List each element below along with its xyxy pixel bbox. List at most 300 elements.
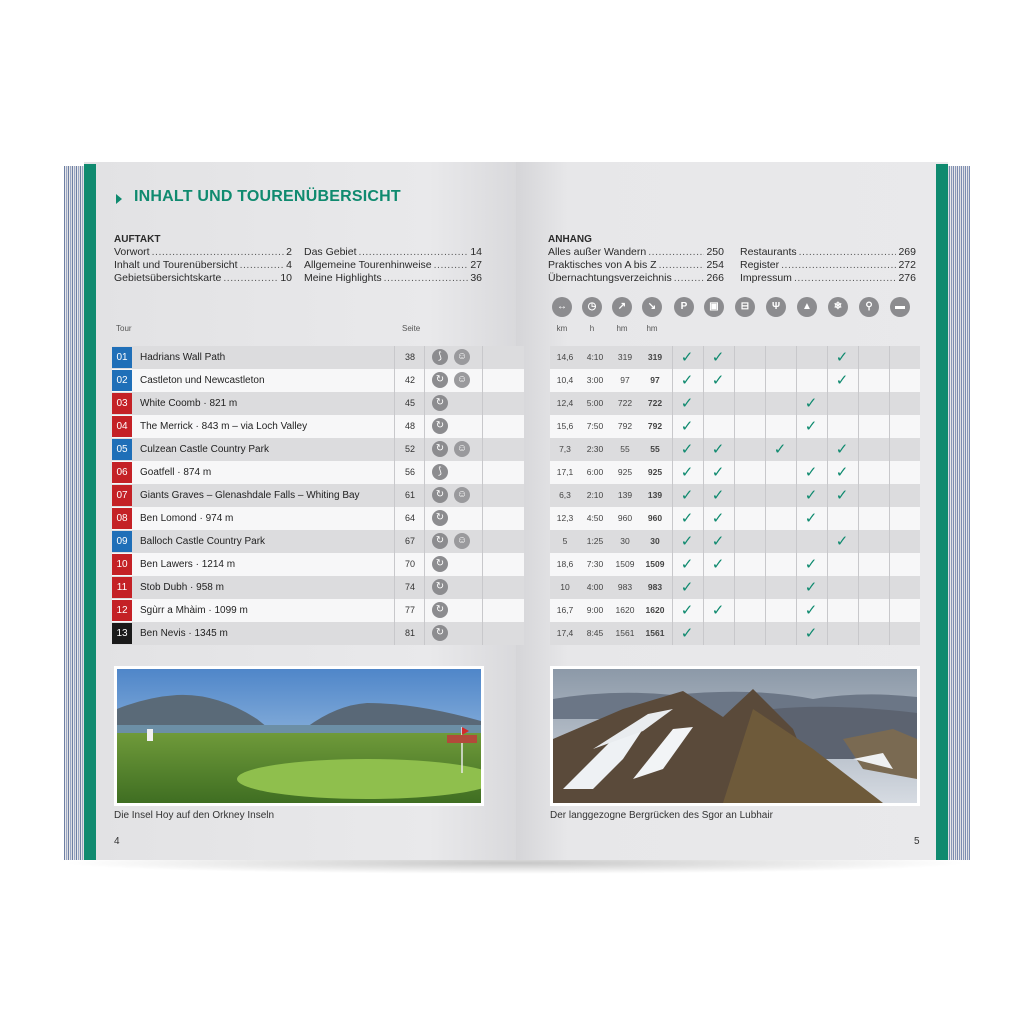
- tour-km: 10,4: [556, 375, 574, 385]
- column-divider: [858, 553, 859, 576]
- tour-up: 97: [620, 375, 630, 385]
- tour-down: 1561: [645, 628, 665, 638]
- column-divider: [734, 622, 735, 645]
- tour-page: 56: [404, 467, 415, 477]
- page-edges-left: [64, 166, 86, 860]
- column-divider: [734, 369, 735, 392]
- column-divider: [703, 622, 704, 645]
- checkmark-icon: ✓: [711, 372, 725, 389]
- route-icon: ⟆: [432, 349, 448, 365]
- route-icon: ⟆: [432, 464, 448, 480]
- tour-stats-row: [550, 346, 920, 369]
- column-divider: [482, 484, 483, 507]
- leader-dots: [781, 259, 896, 272]
- column-divider: [765, 530, 766, 553]
- checkmark-icon: ✓: [711, 510, 725, 527]
- tour-page: 81: [404, 628, 415, 638]
- column-divider: [672, 346, 673, 369]
- tour-down: 722: [647, 398, 663, 408]
- tour-stats-row: [550, 392, 920, 415]
- checkmark-icon: ✓: [804, 602, 818, 619]
- checkmark-icon: ✓: [835, 533, 849, 550]
- section-heading-auftakt: AUFTAKT: [114, 234, 161, 245]
- loop-icon: ↻: [432, 510, 448, 526]
- appendix-entry-label: Impressum: [740, 272, 792, 284]
- tour-down: 97: [650, 375, 660, 385]
- tour-up: 139: [617, 490, 633, 500]
- column-divider: [734, 576, 735, 599]
- tour-page: 70: [404, 559, 415, 569]
- tour-down: 960: [647, 513, 663, 523]
- tour-h: 2:10: [586, 490, 604, 500]
- column-divider: [424, 392, 425, 415]
- tour-h: 1:25: [586, 536, 604, 546]
- column-divider: [703, 461, 704, 484]
- tour-up: 1561: [615, 628, 635, 638]
- tour-name: The Merrick · 843 m – via Loch Valley: [140, 421, 308, 432]
- checkmark-icon: ✓: [804, 395, 818, 412]
- tour-page: 67: [404, 536, 415, 546]
- appendix-entry[interactable]: [548, 246, 724, 259]
- column-divider: [734, 438, 735, 461]
- tour-down: 55: [650, 444, 660, 454]
- loop-icon: ↻: [432, 441, 448, 457]
- checkmark-icon: ✓: [711, 487, 725, 504]
- column-divider: [734, 392, 735, 415]
- photo-sgor-an-lubhair-image: [553, 669, 917, 803]
- column-divider: [703, 599, 704, 622]
- column-divider: [394, 438, 395, 461]
- tour-down: 925: [647, 467, 663, 477]
- tour-km: 12,3: [556, 513, 574, 523]
- column-divider: [672, 484, 673, 507]
- tour-page: 77: [404, 605, 415, 615]
- column-divider: [394, 346, 395, 369]
- loop-icon: ↻: [432, 556, 448, 572]
- column-divider: [858, 461, 859, 484]
- family-icon: ☺: [454, 441, 470, 457]
- tour-page: 61: [404, 490, 415, 500]
- toc-entry[interactable]: [114, 272, 292, 285]
- unit-label: hm: [616, 324, 628, 333]
- bike-icon: ⚲: [859, 297, 879, 317]
- column-divider: [424, 622, 425, 645]
- green-edge-bar-right: [936, 164, 948, 860]
- column-divider: [424, 576, 425, 599]
- column-divider: [394, 553, 395, 576]
- tour-h: 8:45: [586, 628, 604, 638]
- column-divider: [889, 599, 890, 622]
- tour-row[interactable]: [112, 599, 524, 622]
- tour-number-badge: 12: [112, 600, 132, 621]
- tour-up: 1509: [615, 559, 635, 569]
- checkmark-icon: ✓: [835, 441, 849, 458]
- column-divider: [672, 369, 673, 392]
- column-divider: [424, 553, 425, 576]
- column-divider: [734, 530, 735, 553]
- toc-entry[interactable]: [114, 246, 292, 259]
- column-divider: [394, 622, 395, 645]
- column-divider: [858, 530, 859, 553]
- column-divider: [394, 461, 395, 484]
- tour-km: 14,6: [556, 352, 574, 362]
- column-divider: [765, 346, 766, 369]
- checkmark-icon: ✓: [804, 464, 818, 481]
- tour-h: 5:00: [586, 398, 604, 408]
- tour-up: 722: [617, 398, 633, 408]
- column-divider: [827, 530, 828, 553]
- tour-number-badge: 05: [112, 439, 132, 460]
- descent-icon: ↘: [642, 297, 662, 317]
- tour-row[interactable]: [112, 576, 524, 599]
- column-divider: [827, 392, 828, 415]
- column-divider: [858, 369, 859, 392]
- column-divider: [889, 530, 890, 553]
- appendix-entry[interactable]: [740, 246, 916, 259]
- column-divider: [827, 484, 828, 507]
- column-divider: [424, 484, 425, 507]
- toc-column-2: [304, 246, 482, 285]
- loop-icon: ↻: [432, 625, 448, 641]
- photo-caption-left: Die Insel Hoy auf den Orkney Inseln: [114, 810, 275, 821]
- tour-down: 139: [647, 490, 663, 500]
- tour-h: 4:50: [586, 513, 604, 523]
- column-divider: [424, 530, 425, 553]
- column-divider: [796, 507, 797, 530]
- family-icon: ☺: [454, 349, 470, 365]
- tour-number-badge: 08: [112, 508, 132, 529]
- column-divider: [482, 507, 483, 530]
- tour-km: 17,1: [556, 467, 574, 477]
- column-divider: [394, 484, 395, 507]
- tour-page: 38: [404, 352, 415, 362]
- tour-row[interactable]: [112, 530, 524, 553]
- toc-entry-label: Inhalt und Tourenübersicht: [114, 259, 238, 271]
- summit-icon: ▲: [797, 297, 817, 317]
- column-divider: [827, 461, 828, 484]
- toc-entry[interactable]: [304, 246, 482, 259]
- column-divider: [765, 553, 766, 576]
- tour-km: 5: [562, 536, 568, 546]
- column-divider: [672, 553, 673, 576]
- tour-name: Culzean Castle Country Park: [140, 444, 269, 455]
- column-divider: [703, 346, 704, 369]
- tour-h: 6:00: [586, 467, 604, 477]
- tour-down: 319: [647, 352, 663, 362]
- column-header-tour: Tour: [116, 324, 132, 333]
- tour-row[interactable]: [112, 346, 524, 369]
- checkmark-icon: ✓: [680, 395, 694, 412]
- tour-km: 16,7: [556, 605, 574, 615]
- toc-entry-label: Das Gebiet: [304, 246, 357, 258]
- toc-entry-label: Vorwort: [114, 246, 150, 258]
- column-divider: [394, 392, 395, 415]
- column-divider: [482, 392, 483, 415]
- checkmark-icon: ✓: [680, 579, 694, 596]
- tour-km: 6,3: [559, 490, 571, 500]
- toc-entry[interactable]: [114, 259, 292, 272]
- column-divider: [827, 346, 828, 369]
- column-divider: [672, 438, 673, 461]
- column-divider: [482, 415, 483, 438]
- ascent-icon: ↗: [612, 297, 632, 317]
- checkmark-icon: ✓: [711, 349, 725, 366]
- column-divider: [796, 530, 797, 553]
- tour-down: 1620: [645, 605, 665, 615]
- winter-icon: ❄: [828, 297, 848, 317]
- leader-dots: [384, 272, 469, 285]
- loop-icon: ↻: [432, 372, 448, 388]
- tour-table-left: [112, 346, 524, 645]
- column-divider: [796, 438, 797, 461]
- column-divider: [394, 576, 395, 599]
- column-divider: [703, 484, 704, 507]
- tour-number-badge: 02: [112, 370, 132, 391]
- page-number-left: 4: [114, 836, 120, 847]
- photo-sgor-an-lubhair: [550, 666, 920, 806]
- toc-entry-page: 4: [286, 259, 292, 271]
- checkmark-icon: ✓: [711, 464, 725, 481]
- tour-up: 960: [617, 513, 633, 523]
- column-divider: [889, 392, 890, 415]
- tour-row[interactable]: [112, 507, 524, 530]
- tour-page: 64: [404, 513, 415, 523]
- column-divider: [703, 576, 704, 599]
- tour-h: 9:00: [586, 605, 604, 615]
- column-divider: [889, 369, 890, 392]
- tour-up: 1620: [615, 605, 635, 615]
- column-divider: [765, 576, 766, 599]
- column-divider: [672, 599, 673, 622]
- appendix-entry[interactable]: [548, 272, 724, 285]
- tour-row[interactable]: [112, 369, 524, 392]
- appendix-entry[interactable]: [740, 272, 916, 285]
- toc-entry-page: 27: [470, 259, 482, 271]
- column-divider: [672, 415, 673, 438]
- tour-h: 4:00: [586, 582, 604, 592]
- tour-row[interactable]: [112, 484, 524, 507]
- tour-km: 18,6: [556, 559, 574, 569]
- leader-dots: [659, 259, 705, 272]
- column-divider: [482, 530, 483, 553]
- appendix-entry-page: 266: [706, 272, 724, 284]
- column-divider: [827, 622, 828, 645]
- tour-km: 15,6: [556, 421, 574, 431]
- toc-entry-page: 14: [470, 246, 482, 258]
- photo-caption-right: Der langgezogne Bergrücken des Sgor an Lubhair: [550, 810, 773, 821]
- tour-row[interactable]: [112, 438, 524, 461]
- column-divider: [796, 576, 797, 599]
- tour-h: 7:30: [586, 559, 604, 569]
- column-divider: [482, 369, 483, 392]
- leader-dots: [240, 259, 285, 272]
- column-divider: [734, 507, 735, 530]
- cable-car-icon: ⊟: [735, 297, 755, 317]
- appendix-entry-page: 250: [706, 246, 724, 258]
- column-divider: [765, 438, 766, 461]
- checkmark-icon: ✓: [680, 441, 694, 458]
- leader-dots: [223, 272, 278, 285]
- page-edges-right: [948, 166, 970, 860]
- column-divider: [482, 553, 483, 576]
- checkmark-icon: ✓: [680, 372, 694, 389]
- tour-page: 45: [404, 398, 415, 408]
- appendix-entry-label: Alles außer Wandern: [548, 246, 647, 258]
- tour-name: Sgùrr a Mhàim · 1099 m: [140, 605, 248, 616]
- checkmark-icon: ✓: [835, 372, 849, 389]
- tour-row[interactable]: [112, 392, 524, 415]
- tour-name: Ben Lawers · 1214 m: [140, 559, 236, 570]
- restaurant-icon: Ψ: [766, 297, 786, 317]
- column-divider: [827, 576, 828, 599]
- appendix-entry-page: 254: [706, 259, 724, 271]
- checkmark-icon: ✓: [711, 441, 725, 458]
- green-edge-bar-left: [84, 164, 96, 860]
- tour-row[interactable]: [112, 622, 524, 645]
- appendix-entry[interactable]: [740, 259, 916, 272]
- tour-number-badge: 06: [112, 462, 132, 483]
- column-divider: [858, 415, 859, 438]
- column-divider: [765, 461, 766, 484]
- tour-up: 30: [620, 536, 630, 546]
- checkmark-icon: ✓: [680, 418, 694, 435]
- column-divider: [765, 415, 766, 438]
- column-divider: [703, 415, 704, 438]
- column-divider: [858, 392, 859, 415]
- toc-entry[interactable]: [304, 259, 482, 272]
- column-divider: [482, 461, 483, 484]
- tour-name: Goatfell · 874 m: [140, 467, 212, 478]
- column-divider: [889, 507, 890, 530]
- column-divider: [858, 622, 859, 645]
- leader-dots: [799, 246, 897, 259]
- unit-label: h: [589, 324, 595, 333]
- tour-down: 983: [647, 582, 663, 592]
- loop-icon: ↻: [432, 487, 448, 503]
- title-arrow-icon: [116, 194, 122, 204]
- toc-column-2-right: [740, 246, 916, 285]
- column-divider: [672, 622, 673, 645]
- tour-up: 55: [620, 444, 630, 454]
- checkmark-icon: ✓: [804, 510, 818, 527]
- column-divider: [858, 576, 859, 599]
- column-divider: [796, 622, 797, 645]
- tour-name: Hadrians Wall Path: [140, 352, 226, 363]
- family-icon: ☺: [454, 487, 470, 503]
- column-divider: [765, 599, 766, 622]
- tour-page: 74: [404, 582, 415, 592]
- checkmark-icon: ✓: [804, 625, 818, 642]
- column-divider: [765, 392, 766, 415]
- tour-row[interactable]: [112, 461, 524, 484]
- tour-stats-row: [550, 484, 920, 507]
- column-divider: [424, 346, 425, 369]
- checkmark-icon: ✓: [711, 533, 725, 550]
- appendix-entry-label: Praktisches von A bis Z: [548, 259, 657, 271]
- tour-name: White Coomb · 821 m: [140, 398, 238, 409]
- appendix-entry-label: Restaurants: [740, 246, 797, 258]
- photo-orkney-hoy-image: [117, 669, 481, 803]
- loop-icon: ↻: [432, 579, 448, 595]
- tour-row[interactable]: [112, 553, 524, 576]
- column-divider: [858, 484, 859, 507]
- column-divider: [734, 484, 735, 507]
- column-divider: [703, 507, 704, 530]
- leader-dots: [359, 246, 469, 259]
- tour-up: 983: [617, 582, 633, 592]
- column-divider: [482, 599, 483, 622]
- checkmark-icon: ✓: [804, 556, 818, 573]
- column-divider: [796, 369, 797, 392]
- column-divider: [482, 576, 483, 599]
- tour-name: Balloch Castle Country Park: [140, 536, 266, 547]
- checkmark-icon: ✓: [804, 579, 818, 596]
- column-divider: [672, 530, 673, 553]
- column-divider: [889, 438, 890, 461]
- column-divider: [394, 369, 395, 392]
- toc-entry-page: 2: [286, 246, 292, 258]
- tour-km: 10: [560, 582, 570, 592]
- leader-dots: [674, 272, 705, 285]
- tour-h: 2:30: [586, 444, 604, 454]
- appendix-entry-page: 276: [898, 272, 916, 284]
- clock-icon: ◷: [582, 297, 602, 317]
- appendix-entry-label: Register: [740, 259, 780, 271]
- column-divider: [796, 346, 797, 369]
- unit-label: km: [556, 324, 568, 333]
- tour-km: 17,4: [556, 628, 574, 638]
- column-divider: [858, 346, 859, 369]
- leader-dots: [794, 272, 897, 285]
- column-divider: [703, 553, 704, 576]
- page-number-right: 5: [914, 836, 920, 847]
- tour-name: Ben Lomond · 974 m: [140, 513, 234, 524]
- column-divider: [672, 461, 673, 484]
- appendix-entry[interactable]: [548, 259, 724, 272]
- column-divider: [796, 415, 797, 438]
- loop-icon: ↻: [432, 418, 448, 434]
- column-divider: [796, 553, 797, 576]
- column-divider: [765, 507, 766, 530]
- loop-icon: ↻: [432, 602, 448, 618]
- column-divider: [394, 507, 395, 530]
- distance-icon: ↔: [552, 297, 572, 317]
- column-divider: [672, 576, 673, 599]
- checkmark-icon: ✓: [835, 487, 849, 504]
- column-divider: [424, 438, 425, 461]
- checkmark-icon: ✓: [680, 602, 694, 619]
- checkmark-icon: ✓: [680, 510, 694, 527]
- loop-icon: ↻: [432, 395, 448, 411]
- column-divider: [734, 599, 735, 622]
- tour-page: 42: [404, 375, 415, 385]
- column-divider: [889, 553, 890, 576]
- column-divider: [734, 346, 735, 369]
- tour-row[interactable]: [112, 415, 524, 438]
- tour-stats-row: [550, 507, 920, 530]
- family-icon: ☺: [454, 533, 470, 549]
- column-divider: [703, 438, 704, 461]
- tour-number-badge: 01: [112, 347, 132, 368]
- loop-icon: ↻: [432, 533, 448, 549]
- column-divider: [796, 599, 797, 622]
- column-divider: [858, 599, 859, 622]
- tour-number-badge: 07: [112, 485, 132, 506]
- checkmark-icon: ✓: [835, 349, 849, 366]
- toc-entry[interactable]: [304, 272, 482, 285]
- column-divider: [424, 461, 425, 484]
- column-divider: [482, 346, 483, 369]
